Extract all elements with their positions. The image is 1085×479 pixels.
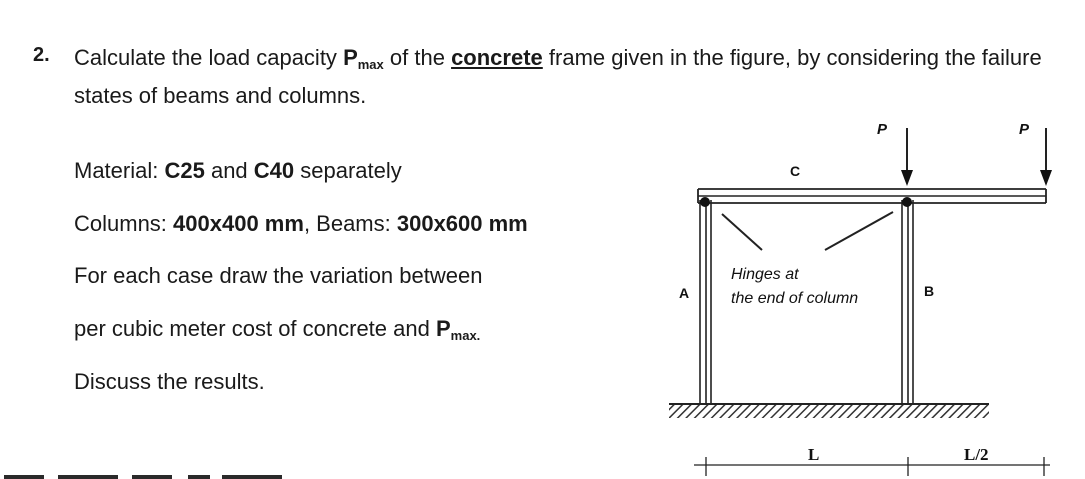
hinges-label-line2: the end of column	[731, 290, 859, 307]
hinges-label-line1: Hinges at	[731, 266, 799, 283]
columns-label: Columns:	[74, 211, 174, 236]
question-text-middle: of the	[383, 45, 452, 70]
material-c40: C40	[253, 158, 295, 183]
cost-text: per cubic meter cost of concrete and	[74, 316, 436, 341]
ground-hatch	[669, 404, 989, 418]
cost-pmax-main: P	[435, 316, 451, 341]
load-arrow-right	[1040, 128, 1052, 186]
cropped-text-fragment	[0, 470, 300, 479]
dimension-line	[694, 457, 1050, 476]
beams-label: , Beams:	[303, 211, 397, 236]
question-number: 2.	[33, 44, 50, 66]
load-arrow-left	[901, 128, 913, 186]
question-text-after: frame given in the figure, by considering the failure states of beams and columns.	[74, 45, 1042, 108]
beam	[698, 189, 1046, 203]
beams-value: 300x600 mm	[396, 211, 528, 236]
material-and: and	[204, 158, 254, 183]
column-a	[700, 200, 711, 404]
hinge-pointer-right	[825, 212, 893, 250]
hinge-left	[700, 197, 710, 207]
cost-pmax-sub: max.	[450, 328, 481, 343]
label-b: B	[924, 283, 935, 299]
label-a: A	[679, 285, 690, 301]
concrete-emphasis: concrete	[451, 45, 543, 70]
draw-line: For each case draw the variation between	[74, 263, 483, 288]
load-label-left: P	[877, 121, 888, 138]
pmax-sub: max	[357, 57, 384, 72]
load-label-right: P	[1019, 121, 1030, 138]
column-b	[902, 200, 913, 404]
question-text-before: Calculate the load capacity	[74, 45, 344, 70]
material-c25: C25	[164, 158, 205, 183]
hinge-right	[902, 197, 912, 207]
dimension-l: L	[808, 445, 820, 464]
pmax-main: P	[343, 45, 358, 70]
discuss-line: Discuss the results.	[74, 369, 265, 394]
columns-value: 400x400 mm	[173, 211, 304, 236]
material-label: Material:	[74, 158, 165, 183]
label-c: C	[790, 163, 801, 179]
material-tail: separately	[294, 158, 402, 183]
hinge-pointer-left	[722, 214, 762, 250]
dimension-l2: L/2	[964, 445, 989, 464]
